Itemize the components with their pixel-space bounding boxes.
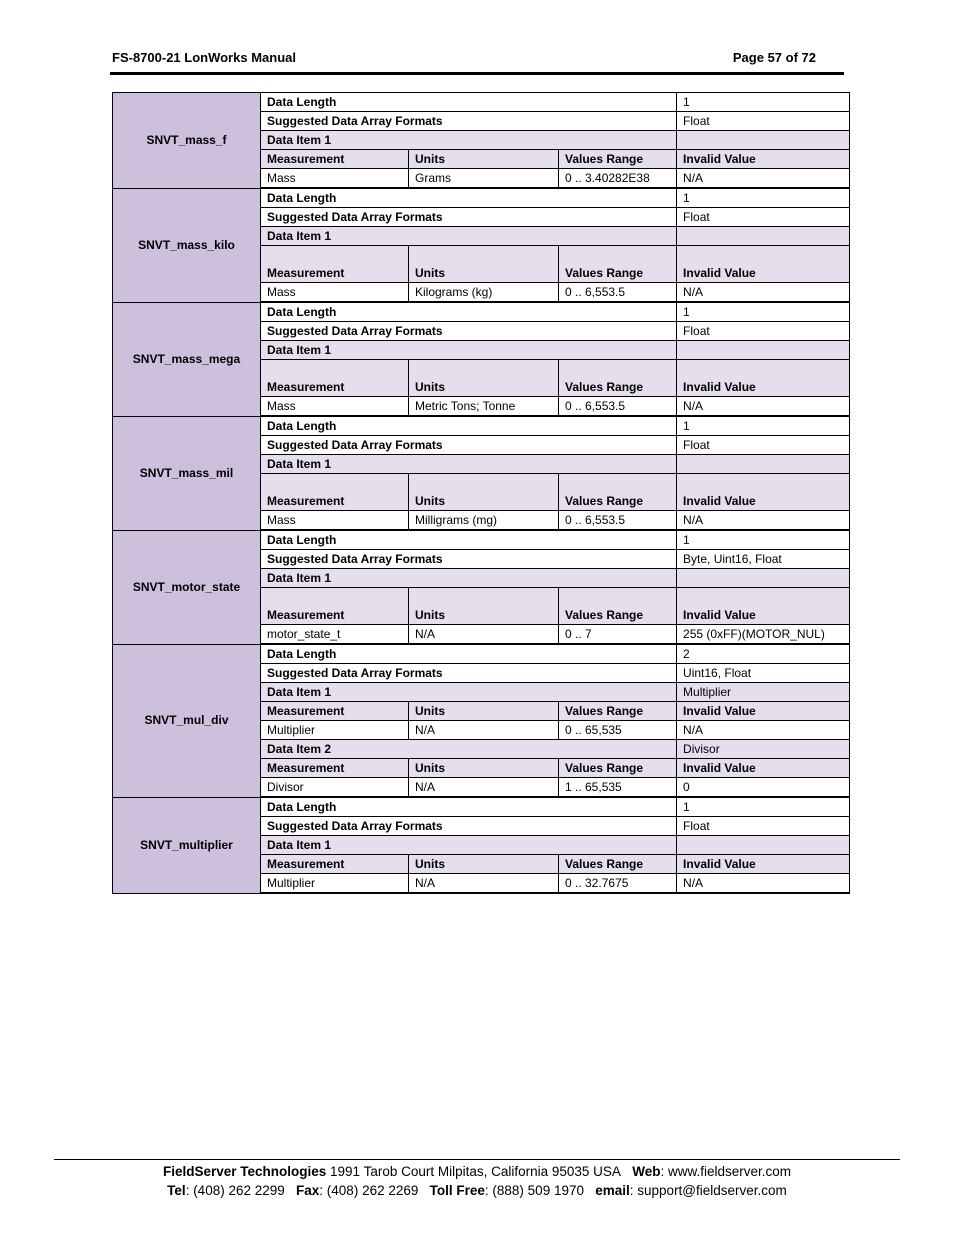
units-value: Kilograms (kg): [409, 283, 559, 303]
measurement-value: Mass: [261, 511, 409, 531]
snvt-name: SNVT_mass_kilo: [113, 188, 261, 302]
data-item-value: [677, 569, 850, 588]
measurement-value: Mass: [261, 169, 409, 189]
invalid-value-header: Invalid Value: [677, 588, 850, 625]
data-item-label: Data Item 1: [261, 455, 677, 474]
data-length-label: Data Length: [261, 644, 677, 664]
data-length-value: 1: [677, 93, 850, 112]
values-range-header: Values Range: [559, 474, 677, 511]
footer-line-2: [54, 1181, 900, 1200]
measurement-header: Measurement: [261, 588, 409, 625]
values-range-value: 0 .. 32.7675: [559, 874, 677, 894]
units-header: Units: [409, 702, 559, 721]
values-range-header: Values Range: [559, 588, 677, 625]
values-range-header: Values Range: [559, 855, 677, 874]
data-length-value: 2: [677, 644, 850, 664]
snvt-name: SNVT_mul_div: [113, 644, 261, 797]
data-length-row: [113, 644, 850, 664]
values-range-value: 0 .. 3.40282E38: [559, 169, 677, 189]
units-header: Units: [409, 588, 559, 625]
page-header: [112, 50, 816, 70]
measurement-value: Mass: [261, 283, 409, 303]
invalid-value: 255 (0xFF)(MOTOR_NUL): [677, 625, 850, 645]
data-length-row: [113, 797, 850, 817]
invalid-value-header: Invalid Value: [677, 474, 850, 511]
invalid-value: 0: [677, 778, 850, 798]
data-length-label: Data Length: [261, 416, 677, 436]
values-range-value: 0 .. 7: [559, 625, 677, 645]
data-item-value: [677, 455, 850, 474]
measurement-value: motor_state_t: [261, 625, 409, 645]
units-value: N/A: [409, 778, 559, 798]
data-item-value: [677, 227, 850, 246]
footer-tel: : (408) 262 2299: [185, 1183, 285, 1198]
page-number: Page 57 of 72: [732, 50, 816, 65]
footer-address: 1991 Tarob Court Milpitas, California 95035 USA: [326, 1164, 621, 1179]
data-item-label: Data Item 1: [261, 683, 677, 702]
data-item-value: Divisor: [677, 740, 850, 759]
measurement-header: Measurement: [261, 474, 409, 511]
data-length-label: Data Length: [261, 530, 677, 550]
data-length-label: Data Length: [261, 302, 677, 322]
measurement-value: Multiplier: [261, 874, 409, 894]
values-range-header: Values Range: [559, 759, 677, 778]
data-length-row: [113, 416, 850, 436]
data-item-label: Data Item 2: [261, 740, 677, 759]
formats-label: Suggested Data Array Formats: [261, 550, 677, 569]
invalid-value: N/A: [677, 874, 850, 894]
units-value: Metric Tons; Tonne: [409, 397, 559, 417]
units-value: N/A: [409, 721, 559, 740]
units-value: Grams: [409, 169, 559, 189]
data-item-label: Data Item 1: [261, 836, 677, 855]
data-length-value: 1: [677, 416, 850, 436]
measurement-value: Mass: [261, 397, 409, 417]
formats-label: Suggested Data Array Formats: [261, 208, 677, 227]
values-range-value: 0 .. 65,535: [559, 721, 677, 740]
invalid-value: N/A: [677, 511, 850, 531]
invalid-value-header: Invalid Value: [677, 702, 850, 721]
invalid-value-header: Invalid Value: [677, 759, 850, 778]
page-footer: [54, 1162, 900, 1200]
footer-email: : support@fieldserver.com: [629, 1183, 787, 1198]
values-range-header: Values Range: [559, 150, 677, 169]
data-item-value: [677, 836, 850, 855]
data-length-label: Data Length: [261, 93, 677, 112]
units-header: Units: [409, 246, 559, 283]
footer-web-label: Web: [632, 1164, 661, 1179]
footer-web: : www.fieldserver.com: [660, 1164, 792, 1179]
data-length-label: Data Length: [261, 797, 677, 817]
units-value: N/A: [409, 625, 559, 645]
measurement-header: Measurement: [261, 855, 409, 874]
values-range-value: 0 .. 6,553.5: [559, 511, 677, 531]
footer-tel-label: Tel: [167, 1183, 186, 1198]
footer-line-1: [54, 1162, 900, 1181]
formats-value: Uint16, Float: [677, 664, 850, 683]
data-length-label: Data Length: [261, 188, 677, 208]
footer-company: FieldServer Technologies: [162, 1164, 327, 1179]
formats-value: Byte, Uint16, Float: [677, 550, 850, 569]
values-range-value: 1 .. 65,535: [559, 778, 677, 798]
measurement-header: Measurement: [261, 759, 409, 778]
data-item-label: Data Item 1: [261, 569, 677, 588]
footer-fax: : (408) 262 2269: [319, 1183, 419, 1198]
data-length-value: 1: [677, 188, 850, 208]
values-range-header: Values Range: [559, 360, 677, 397]
header-rule: [110, 72, 844, 75]
data-length-value: 1: [677, 530, 850, 550]
measurement-header: Measurement: [261, 702, 409, 721]
formats-label: Suggested Data Array Formats: [261, 664, 677, 683]
invalid-value-header: Invalid Value: [677, 150, 850, 169]
values-range-value: 0 .. 6,553.5: [559, 397, 677, 417]
formats-label: Suggested Data Array Formats: [261, 322, 677, 341]
data-item-label: Data Item 1: [261, 227, 677, 246]
formats-label: Suggested Data Array Formats: [261, 817, 677, 836]
units-value: N/A: [409, 874, 559, 894]
data-length-row: [113, 93, 850, 112]
snvt-name: SNVT_motor_state: [113, 530, 261, 644]
data-length-row: [113, 530, 850, 550]
values-range-header: Values Range: [559, 246, 677, 283]
formats-value: Float: [677, 322, 850, 341]
data-length-row: [113, 188, 850, 208]
formats-value: Float: [677, 112, 850, 131]
footer-fax-label: Fax: [296, 1183, 320, 1198]
invalid-value: N/A: [677, 721, 850, 740]
snvt-name: SNVT_mass_mega: [113, 302, 261, 416]
data-length-value: 1: [677, 797, 850, 817]
measurement-value: Divisor: [261, 778, 409, 798]
data-length-row: [113, 302, 850, 322]
document-title: FS-8700-21 LonWorks Manual: [112, 50, 296, 65]
data-item-label: Data Item 1: [261, 131, 677, 150]
snvt-name: SNVT_mass_f: [113, 93, 261, 189]
footer-tollfree-label: Toll Free: [429, 1183, 485, 1198]
units-header: Units: [409, 474, 559, 511]
units-header: Units: [409, 360, 559, 397]
snvt-table: [112, 92, 850, 894]
measurement-header: Measurement: [261, 150, 409, 169]
invalid-value: N/A: [677, 169, 850, 189]
measurement-header: Measurement: [261, 246, 409, 283]
measurement-header: Measurement: [261, 360, 409, 397]
formats-label: Suggested Data Array Formats: [261, 112, 677, 131]
data-item-value: [677, 131, 850, 150]
values-range-header: Values Range: [559, 702, 677, 721]
invalid-value: N/A: [677, 283, 850, 303]
invalid-value-header: Invalid Value: [677, 855, 850, 874]
units-value: Milligrams (mg): [409, 511, 559, 531]
snvt-name: SNVT_mass_mil: [113, 416, 261, 530]
formats-label: Suggested Data Array Formats: [261, 436, 677, 455]
formats-value: Float: [677, 817, 850, 836]
data-item-value: Multiplier: [677, 683, 850, 702]
invalid-value-header: Invalid Value: [677, 246, 850, 283]
snvt-name: SNVT_multiplier: [113, 797, 261, 893]
footer-rule: [54, 1159, 900, 1160]
footer-tollfree: : (888) 509 1970: [484, 1183, 584, 1198]
invalid-value: N/A: [677, 397, 850, 417]
units-header: Units: [409, 150, 559, 169]
units-header: Units: [409, 855, 559, 874]
invalid-value-header: Invalid Value: [677, 360, 850, 397]
data-item-value: [677, 341, 850, 360]
data-item-label: Data Item 1: [261, 341, 677, 360]
formats-value: Float: [677, 436, 850, 455]
formats-value: Float: [677, 208, 850, 227]
units-header: Units: [409, 759, 559, 778]
measurement-value: Multiplier: [261, 721, 409, 740]
footer-email-label: email: [595, 1183, 630, 1198]
values-range-value: 0 .. 6,553.5: [559, 283, 677, 303]
data-length-value: 1: [677, 302, 850, 322]
